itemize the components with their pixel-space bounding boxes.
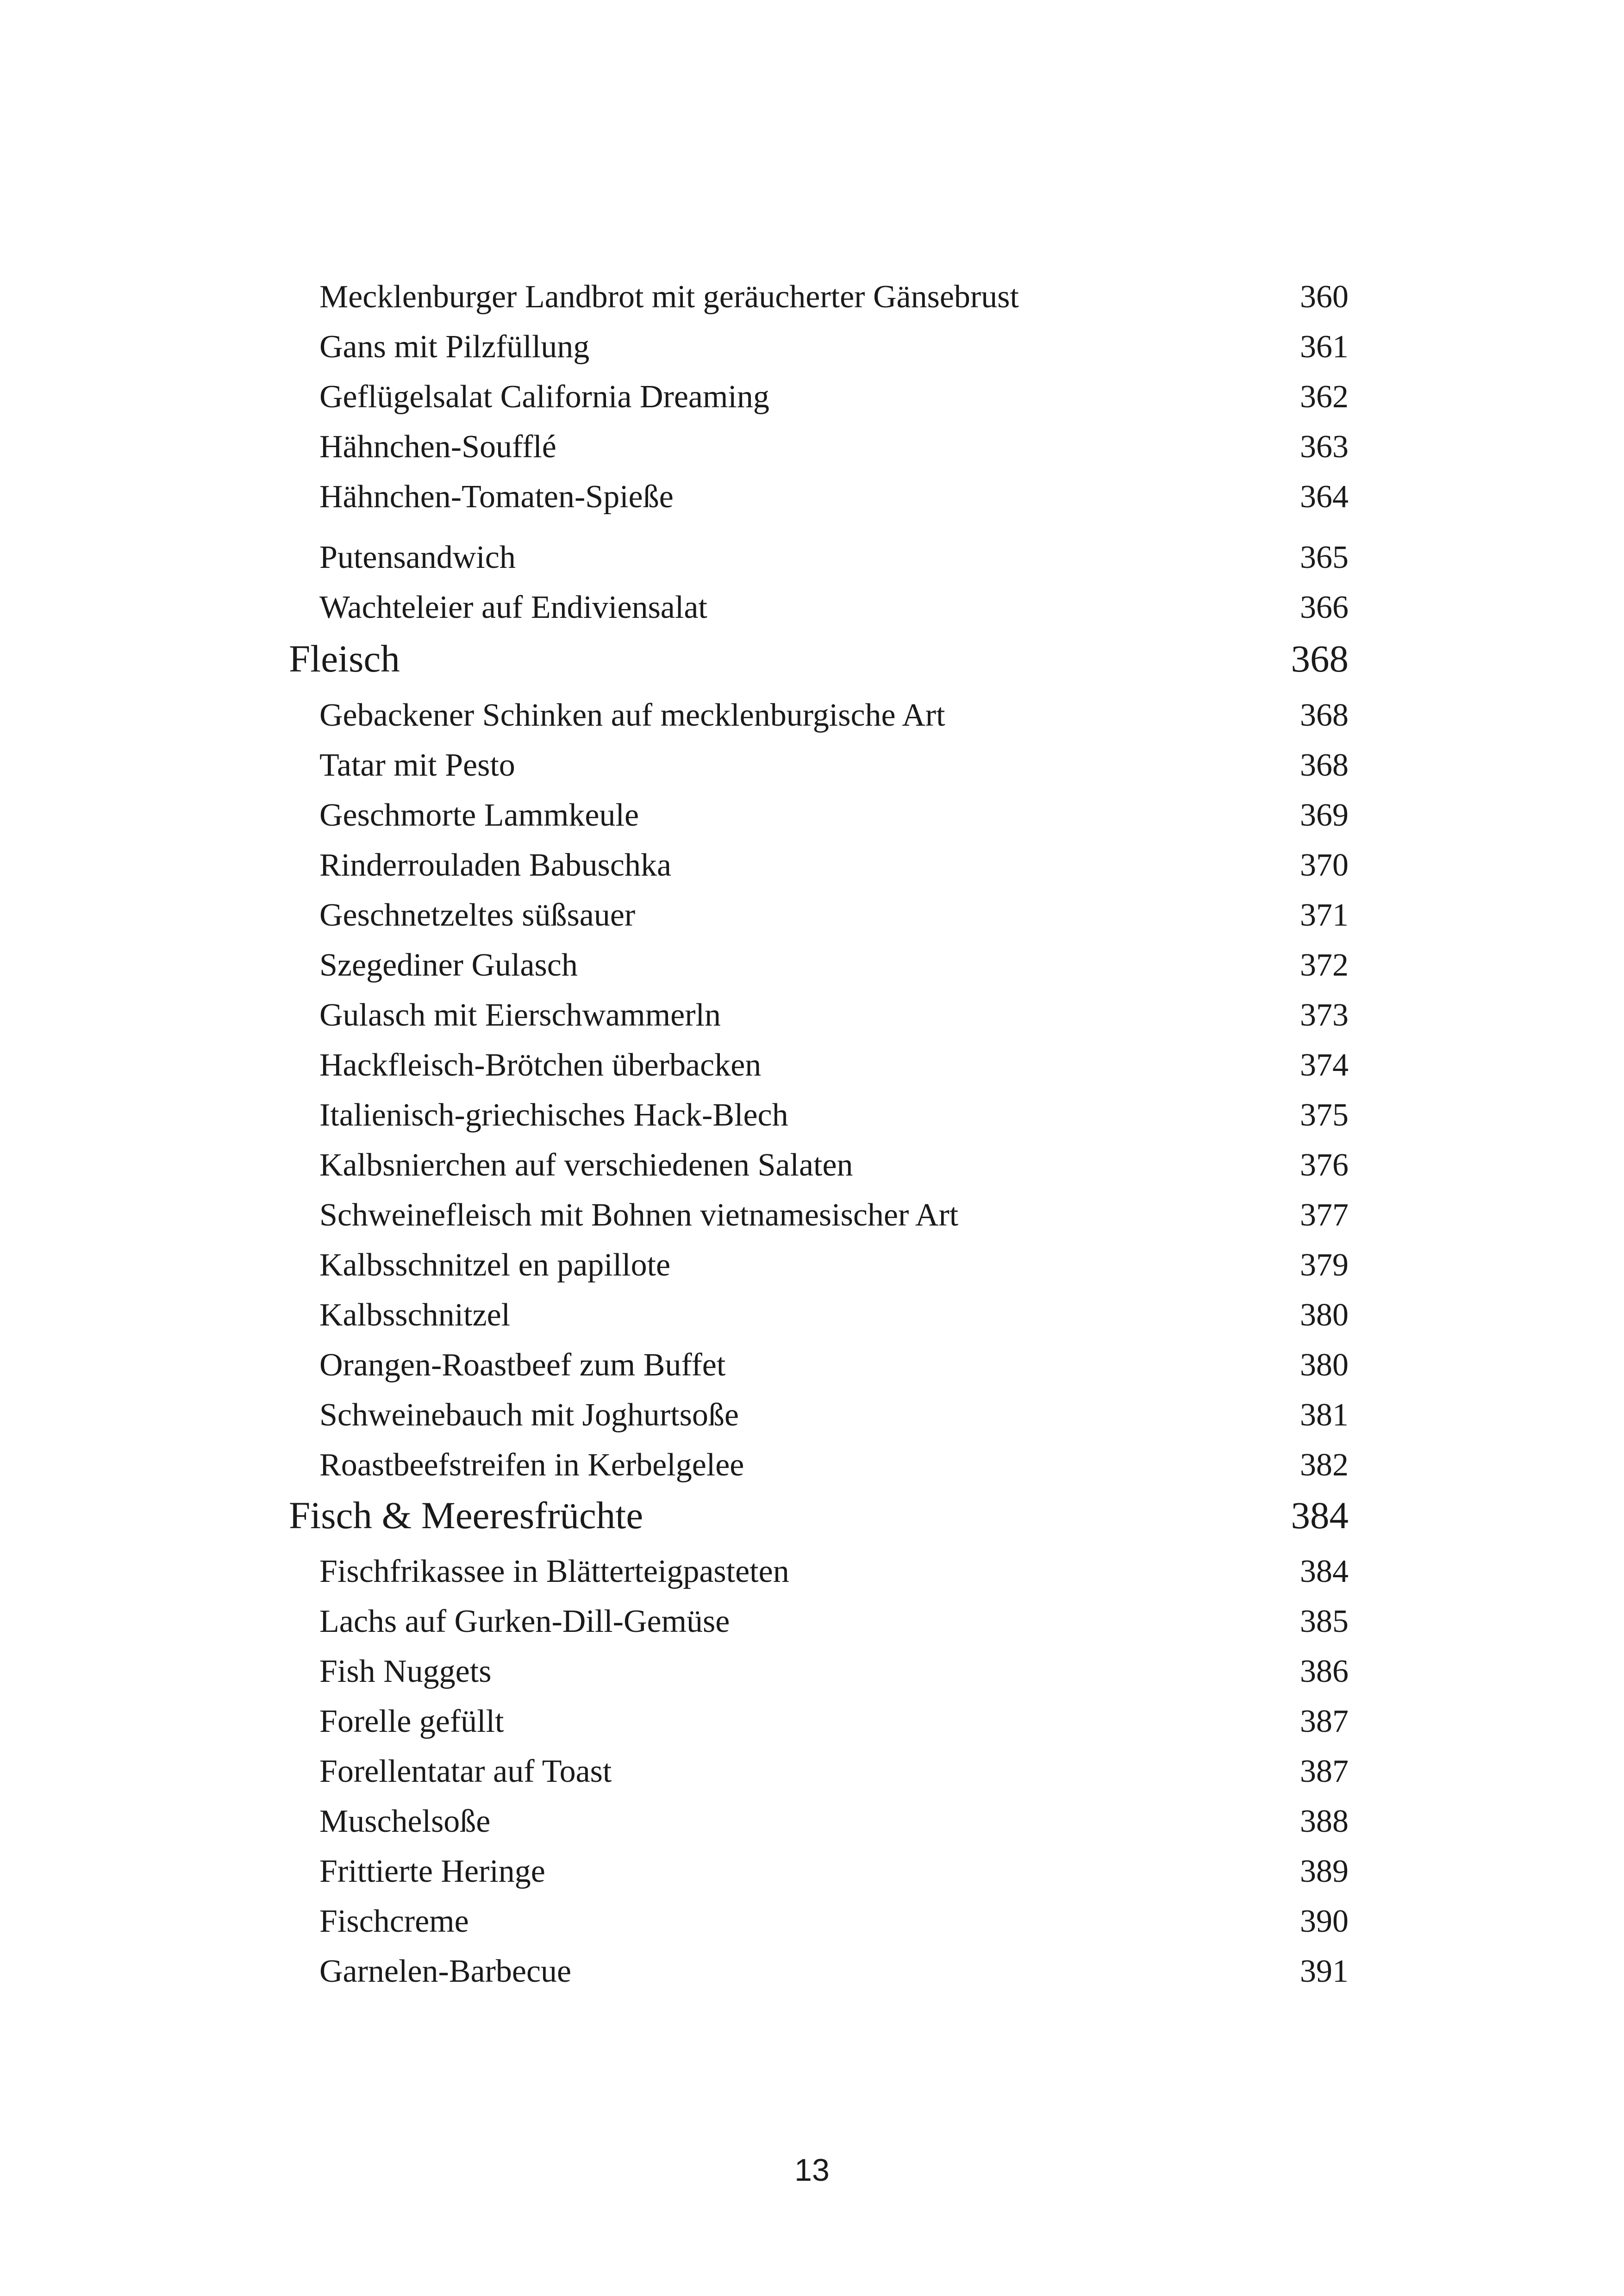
entry-page-number: 375 (1300, 1097, 1349, 1133)
section-title: Fisch & Meeresfrüchte (289, 1494, 643, 1537)
toc-entry (0, 849, 1624, 900)
entry-title: Schweinebauch mit Joghurtsoße (319, 1397, 739, 1433)
entry-page-number: 361 (1300, 329, 1349, 365)
toc-entry (0, 1149, 1624, 1200)
toc-entry (0, 699, 1624, 750)
section-page-number: 368 (1291, 637, 1349, 680)
entry-title: Hackfleisch-Brötchen überbacken (319, 1047, 762, 1083)
section-page-number: 384 (1291, 1494, 1349, 1537)
entry-title: Kalbsnierchen auf verschiedenen Salaten (319, 1147, 853, 1183)
entry-title: Orangen-Roastbeef zum Buffet (319, 1347, 726, 1383)
page-number: 13 (794, 2153, 830, 2188)
entry-title: Kalbsschnitzel en papillote (319, 1247, 671, 1283)
entry-page-number: 380 (1300, 1297, 1349, 1333)
entry-title: Forelle gefüllt (319, 1704, 504, 1739)
toc-entry (0, 1855, 1624, 1906)
toc-entry (0, 999, 1624, 1050)
entry-page-number: 384 (1300, 1554, 1349, 1589)
entry-title: Kalbsschnitzel (319, 1297, 511, 1333)
entry-title: Roastbeefstreifen in Kerbelgelee (319, 1447, 744, 1483)
toc-entry (0, 481, 1624, 532)
toc-entry (0, 541, 1624, 592)
toc-entry (0, 1199, 1624, 1250)
toc-entry (0, 1605, 1624, 1656)
entry-page-number: 368 (1300, 747, 1349, 783)
toc-entry (0, 1655, 1624, 1706)
entry-page-number: 389 (1300, 1854, 1349, 1889)
entry-page-number: 372 (1300, 947, 1349, 983)
entry-page-number: 369 (1300, 797, 1349, 833)
entry-title: Geschnetzeltes süßsauer (319, 897, 636, 933)
entry-title: Italienisch-griechisches Hack-Blech (319, 1097, 788, 1133)
entry-page-number: 381 (1300, 1397, 1349, 1433)
entry-page-number: 391 (1300, 1954, 1349, 1989)
entry-title: Geschmorte Lammkeule (319, 797, 639, 833)
toc-entry (0, 1955, 1624, 2006)
toc-entry (0, 799, 1624, 850)
entry-title: Szegediner Gulasch (319, 947, 578, 983)
entry-title: Hähnchen-Soufflé (319, 429, 556, 465)
toc-entry (0, 1349, 1624, 1400)
toc-entry (0, 281, 1624, 332)
toc-entry (0, 1556, 1624, 1606)
toc-entry (0, 591, 1624, 642)
entry-page-number: 385 (1300, 1604, 1349, 1639)
entry-page-number: 379 (1300, 1247, 1349, 1283)
entry-title: Geflügelsalat California Dreaming (319, 379, 769, 415)
entry-title: Muschelsoße (319, 1804, 491, 1839)
entry-page-number: 377 (1300, 1197, 1349, 1233)
toc-entry (0, 331, 1624, 382)
entry-title: Fischfrikassee in Blätterteigpasteten (319, 1554, 789, 1589)
entry-title: Wachteleier auf Endiviensalat (319, 590, 707, 625)
entry-title: Hähnchen-Tomaten-Spieße (319, 479, 674, 515)
toc-entry (0, 1299, 1624, 1350)
entry-page-number: 390 (1300, 1904, 1349, 1939)
entry-page-number: 360 (1300, 279, 1349, 315)
entry-page-number: 370 (1300, 847, 1349, 883)
toc-entry (0, 899, 1624, 950)
toc-entry (0, 1049, 1624, 1100)
entry-title: Gulasch mit Eierschwammerln (319, 997, 721, 1033)
toc-entry (0, 1399, 1624, 1450)
entry-page-number: 366 (1300, 590, 1349, 625)
entry-page-number: 368 (1300, 697, 1349, 733)
toc-entry (0, 1449, 1624, 1500)
entry-page-number: 364 (1300, 479, 1349, 515)
entry-title: Fischcreme (319, 1904, 469, 1939)
section-title: Fleisch (289, 637, 400, 680)
entry-title: Rinderrouladen Babuschka (319, 847, 672, 883)
entry-title: Lachs auf Gurken-Dill-Gemüse (319, 1604, 730, 1639)
entry-title: Fish Nuggets (319, 1654, 492, 1689)
entry-page-number: 373 (1300, 997, 1349, 1033)
entry-page-number: 386 (1300, 1654, 1349, 1689)
entry-title: Schweinefleisch mit Bohnen vietnamesischer Art (319, 1197, 959, 1233)
toc-entry (0, 1905, 1624, 1956)
toc-entry (0, 1099, 1624, 1150)
entry-page-number: 374 (1300, 1047, 1349, 1083)
entry-title: Frittierte Heringe (319, 1854, 545, 1889)
entry-page-number: 387 (1300, 1704, 1349, 1739)
toc-section-heading (0, 637, 1624, 691)
entry-title: Gebackener Schinken auf mecklenburgische Art (319, 697, 945, 733)
entry-page-number: 376 (1300, 1147, 1349, 1183)
toc-entry (0, 749, 1624, 800)
entry-page-number: 371 (1300, 897, 1349, 933)
entry-title: Garnelen-Barbecue (319, 1954, 572, 1989)
entry-title: Tatar mit Pesto (319, 747, 515, 783)
toc-entry (0, 1755, 1624, 1806)
entry-page-number: 380 (1300, 1347, 1349, 1383)
entry-page-number: 387 (1300, 1754, 1349, 1789)
toc-entry (0, 1705, 1624, 1756)
entry-page-number: 362 (1300, 379, 1349, 415)
entry-page-number: 363 (1300, 429, 1349, 465)
toc-entry (0, 381, 1624, 432)
toc-entry (0, 949, 1624, 1000)
entry-title: Putensandwich (319, 540, 516, 575)
entry-page-number: 382 (1300, 1447, 1349, 1483)
toc-section-heading (0, 1496, 1624, 1547)
toc-entry (0, 431, 1624, 482)
entry-page-number: 365 (1300, 540, 1349, 575)
toc-entry (0, 1805, 1624, 1856)
entry-title: Forellentatar auf Toast (319, 1754, 612, 1789)
toc-entry (0, 1249, 1624, 1300)
entry-title: Mecklenburger Landbrot mit geräucherter Gänsebrust (319, 279, 1019, 315)
entry-page-number: 388 (1300, 1804, 1349, 1839)
entry-title: Gans mit Pilzfüllung (319, 329, 590, 365)
